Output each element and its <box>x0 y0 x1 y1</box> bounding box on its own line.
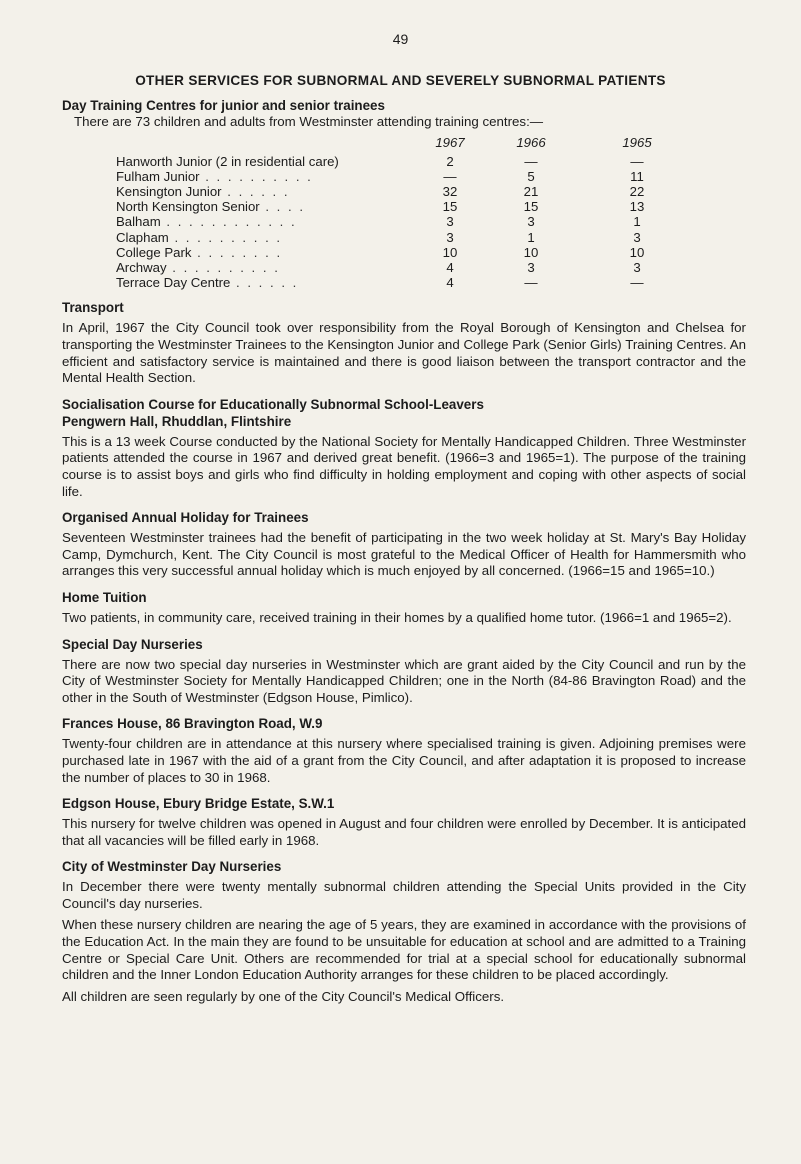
section-paragraph: Twenty-four children are in attendance at this nursery where specialised training is given. Adjoining premises were purchased late in 1967 with the aid of a grant from the City Council, and after adaptation it is proposed to increase the number of places to 30 in 1968. <box>62 736 746 785</box>
section-paragraph: Two patients, in community care, received training in their homes by a qualified home tutor. (1966=1 and 1965=2). <box>62 609 732 625</box>
section-paragraph: In December there were twenty mentally subnormal children attending the Special Units provided in the City Council's day nurseries. <box>62 879 746 911</box>
section-paragraph: In April, 1967 the City Council took over responsibility from the Royal Borough of Kensington and Chelsea for transporting the Westminster Trainees to the Kensington Junior and College Park (Senior Girls) Training Centres. An efficient and satisfactory service is maintained and there is good liaison between the transport contractor and the Mental Health Section. <box>62 320 746 386</box>
section-holiday <box>62 509 746 580</box>
section-frances-house <box>62 715 746 786</box>
section-heading: Transport <box>62 300 124 316</box>
section-paragraph: This is a 13 week Course conducted by the National Society for Mentally Handicapped Children. Three Westminster patients attended the course in 1967 and derived great benefit. (1966=3 and 1965=1). The purpose of the training course is to assist boys and girls who find difficulty in holding employment and coping with other aspects of social life. <box>62 433 746 499</box>
section-heading: Edgson House, Ebury Bridge Estate, S.W.1 <box>62 796 335 812</box>
cell-1967: 10 <box>442 244 458 260</box>
centre-name: Hanworth Junior (2 in residential care) <box>116 153 339 169</box>
table-header-row <box>116 132 690 154</box>
table-row: Terrace Day Centre . . . . . . 4 — — <box>116 275 690 290</box>
section-paragraph: Seventeen Westminster trainees had the benefit of participating in the two week holiday at St. Mary's Bay Holiday Camp, Dymchurch, Kent. The City Council is most grateful to the Medical Officer of Health for Hammersmith who arranges this very successful annual holiday which is much enjoyed by all concerned. (1966=15 and 1965=10.) <box>62 530 746 579</box>
year-header: 1965 <box>622 135 652 151</box>
centre-name: North Kensington Senior <box>116 199 260 215</box>
centre-name: Balham <box>116 214 161 230</box>
centre-name: College Park <box>116 244 192 260</box>
cell-1965: — <box>630 153 644 169</box>
cell-1966: 15 <box>523 199 539 215</box>
section-home-tuition <box>62 589 746 627</box>
section-heading: Organised Annual Holiday for Trainees <box>62 510 309 526</box>
cell-1967: 4 <box>446 260 454 276</box>
cell-1965: 3 <box>633 260 641 276</box>
training-centres-table <box>116 132 690 291</box>
section-heading: Day Training Centres for junior and senior trainees <box>62 98 385 113</box>
centre-name: Fulham Junior <box>116 168 200 184</box>
table-row: Archway . . . . . . . . . . 4 3 3 <box>116 260 690 275</box>
cell-1966: — <box>524 153 538 169</box>
cell-1966: 3 <box>527 214 535 230</box>
cell-1966: 21 <box>523 184 539 199</box>
cell-1967: 2 <box>446 153 454 169</box>
section-city-nurseries <box>62 858 746 1005</box>
table-row: Fulham Junior . . . . . . . . . . — 5 11 <box>116 169 690 184</box>
cell-1966: — <box>524 275 538 291</box>
table-row: College Park . . . . . . . . 10 10 10 <box>116 245 690 260</box>
table-row: Balham . . . . . . . . . . . . 3 3 1 <box>116 214 690 229</box>
centre-name: Clapham <box>116 229 169 245</box>
section-heading: Special Day Nurseries <box>62 636 203 652</box>
cell-1967: 15 <box>442 199 458 215</box>
cell-1965: 1 <box>633 214 641 230</box>
cell-1966: 10 <box>523 244 539 260</box>
cell-1966: 5 <box>527 168 535 184</box>
cell-1965: 13 <box>629 199 645 215</box>
cell-1967: 32 <box>442 184 458 199</box>
section-socialisation <box>62 396 746 500</box>
section-heading: Home Tuition <box>62 589 147 605</box>
table-row: North Kensington Senior . . . . 15 15 13 <box>116 199 690 214</box>
cell-1967: 3 <box>446 214 454 230</box>
section-subheading: Pengwern Hall, Rhuddlan, Flintshire <box>62 413 292 429</box>
cell-1965: 3 <box>633 229 641 245</box>
section-paragraph: This nursery for twelve children was opened in August and four children were enrolled by December. It is anticipated that all vacancies will be filled early in 1968. <box>62 816 746 848</box>
cell-1966: 1 <box>527 229 535 245</box>
section-paragraph: When these nursery children are nearing the age of 5 years, they are examined in accordance with the provisions of the Education Act. In the main they are found to be unsuitable for education at school and are admitted to a Training Centre or Special Care Unit. Others are recommended for trial at a special school for educationally subnormal children and the Inner London Education Authority arranges for these children to be placed accordingly. <box>62 917 746 983</box>
cell-1967: 3 <box>446 229 454 245</box>
page-title: OTHER SERVICES FOR SUBNORMAL AND SEVERELY SUBNORMAL PATIENTS <box>135 73 666 88</box>
cell-1967: — <box>443 168 457 184</box>
centre-name: Terrace Day Centre <box>116 275 231 291</box>
section-special-nurseries <box>62 636 746 707</box>
section-paragraph: All children are seen regularly by one of the City Council's Medical Officers. <box>62 988 505 1004</box>
centre-name: Archway <box>116 260 167 276</box>
centre-name: Kensington Junior <box>116 184 222 199</box>
section-edgson-house <box>62 795 746 849</box>
section-heading: Socialisation Course for Educationally Subnormal School-Leavers <box>62 396 484 412</box>
cell-1966: 3 <box>527 260 535 276</box>
year-header: 1967 <box>435 135 465 151</box>
cell-1965: — <box>630 275 644 291</box>
document-body <box>62 97 746 1005</box>
cell-1965: 10 <box>629 244 645 260</box>
table-row: Clapham . . . . . . . . . . 3 1 3 <box>116 230 690 245</box>
section-heading: City of Westminster Day Nurseries <box>62 859 282 875</box>
section-day-training <box>62 97 746 290</box>
section-heading: Frances House, 86 Bravington Road, W.9 <box>62 716 323 732</box>
table-row: Kensington Junior . . . . . . 32 21 22 <box>116 184 690 199</box>
section-transport <box>62 299 746 386</box>
year-header: 1966 <box>516 135 546 151</box>
cell-1965: 11 <box>630 168 644 184</box>
page-number: 49 <box>392 31 409 47</box>
section-intro: There are 73 children and adults from Westminster attending training centres:— <box>74 114 544 129</box>
table-row <box>116 154 690 169</box>
section-paragraph: There are now two special day nurseries in Westminster which are grant aided by the City Council and run by the City of Westminster Society for Mentally Handicapped Children; one in the North (84-86 Bravington Road) and the other in the South of Westminster (Edgson House, Pimlico). <box>62 656 746 705</box>
cell-1965: 22 <box>629 184 645 199</box>
cell-1967: 4 <box>446 275 454 291</box>
